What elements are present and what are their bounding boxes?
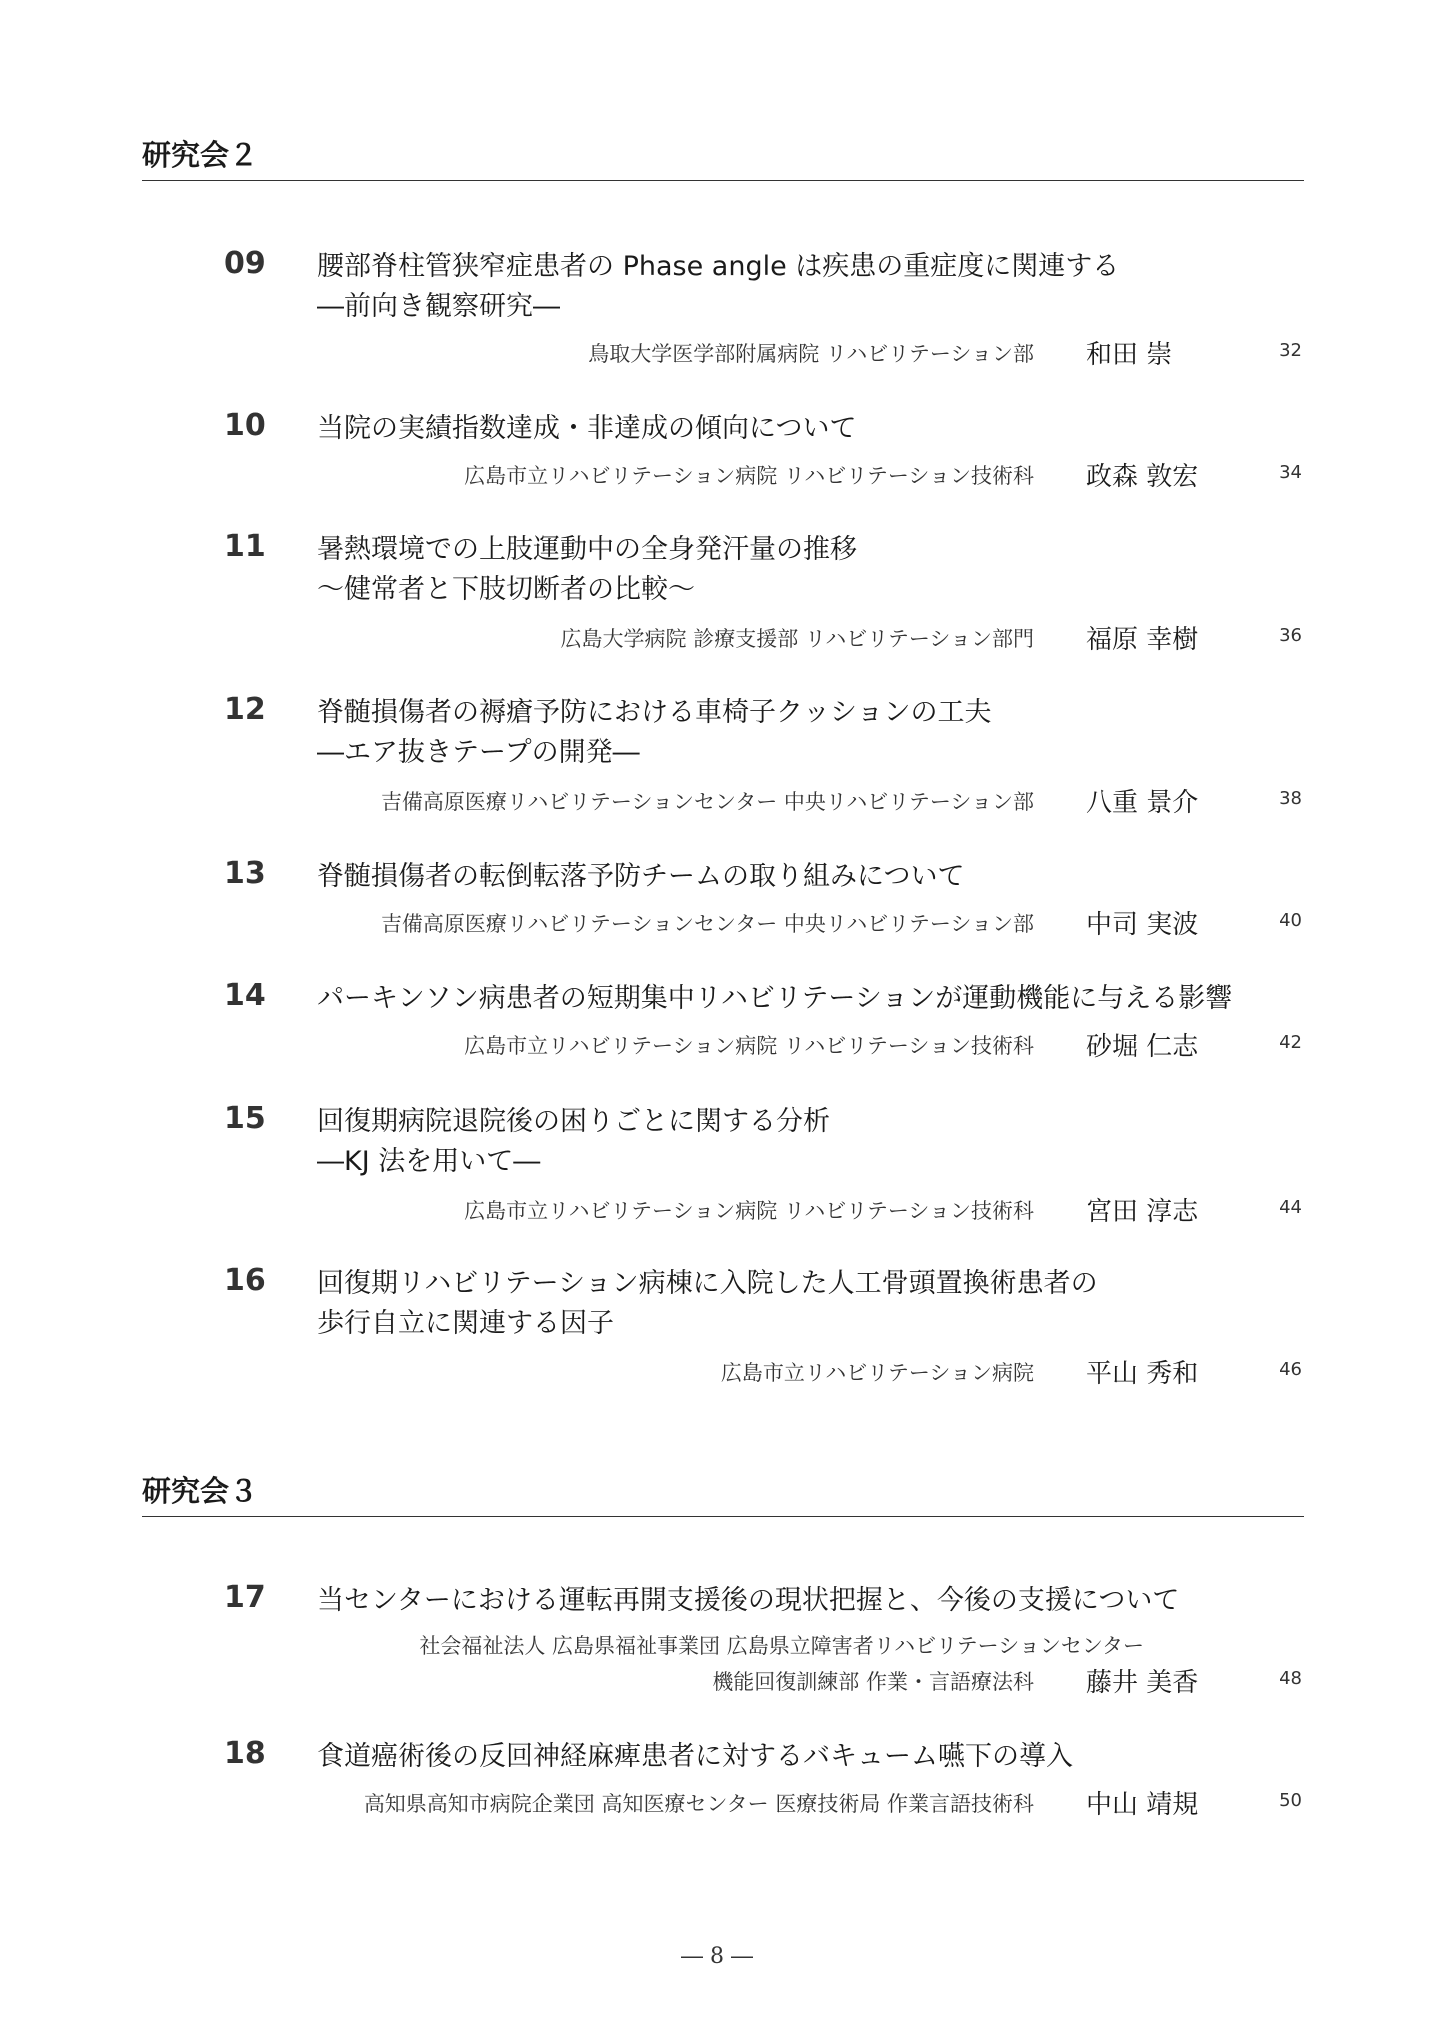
entry-page: 38 [1279, 788, 1302, 809]
entry-author: 藤井 美香 [1086, 1668, 1199, 1698]
entry-page: 48 [1279, 1668, 1302, 1689]
entry-number: 16 [224, 1263, 266, 1298]
entry-title: 食道癌術後の反回神経麻痺患者に対するバキューム嚥下の導入 [317, 1741, 1073, 1772]
entry-number: 10 [224, 408, 266, 443]
entry-author: 砂堀 仁志 [1086, 1032, 1199, 1062]
entry-page: 32 [1279, 340, 1302, 361]
entry-title: 当院の実績指数達成・非達成の傾向について [317, 413, 857, 444]
entry-title: 脊髄損傷者の褥瘡予防における車椅子クッションの工夫 [317, 697, 992, 728]
entry-title: 当センターにおける運転再開支援後の現状把握と、今後の支援について [317, 1585, 1180, 1616]
entry-affiliation: 吉備高原医療リハビリテーションセンター 中央リハビリテーション部 [380, 912, 1034, 936]
entry-author: 福原 幸樹 [1086, 625, 1199, 655]
entry-title: 脊髄損傷者の転倒転落予防チームの取り組みについて [317, 861, 965, 892]
section-title: 研究会３ [142, 1474, 259, 1508]
entry-author: 政森 敦宏 [1086, 462, 1199, 492]
entry-number: 13 [224, 856, 266, 891]
entry-author: 八重 景介 [1086, 788, 1199, 818]
entry-number: 17 [224, 1580, 266, 1615]
entry-page: 40 [1279, 910, 1302, 931]
section-title: 研究会２ [142, 138, 259, 172]
entry-page: 44 [1279, 1197, 1302, 1218]
entry-author: 中山 靖規 [1086, 1790, 1199, 1820]
entry-number: 11 [224, 529, 266, 564]
entry-title: 回復期病院退院後の困りごとに関する分析 [317, 1106, 830, 1137]
entry-author: 中司 実波 [1086, 910, 1199, 940]
entry-affiliation-org: 社会福祉法人 広島県福祉事業団 広島県立障害者リハビリテーションセンター [419, 1634, 1144, 1658]
entry-number: 12 [224, 692, 266, 727]
entry-author: 平山 秀和 [1086, 1359, 1199, 1389]
entry-subtitle: ―エア抜きテープの開発― [317, 737, 640, 768]
entry-subtitle: ―前向き観察研究― [317, 291, 560, 322]
entry-page: 46 [1279, 1359, 1302, 1380]
entry-subtitle: 歩行自立に関連する因子 [317, 1308, 614, 1339]
entry-affiliation: 広島市立リハビリテーション病院 リハビリテーション技術科 [464, 1034, 1034, 1058]
entry-number: 15 [224, 1101, 266, 1136]
entry-affiliation: 広島市立リハビリテーション病院 リハビリテーション技術科 [464, 1199, 1034, 1223]
section-header-2 [142, 132, 1304, 181]
entry-title: パーキンソン病患者の短期集中リハビリテーションが運動機能に与える影響 [317, 983, 1233, 1014]
entry-page: 42 [1279, 1032, 1302, 1053]
entry-affiliation: 広島市立リハビリテーション病院 [720, 1361, 1034, 1385]
entry-page: 50 [1279, 1790, 1302, 1811]
entry-page: 36 [1279, 625, 1302, 646]
entry-affiliation: 吉備高原医療リハビリテーションセンター 中央リハビリテーション部 [380, 790, 1034, 814]
entry-number: 18 [224, 1736, 266, 1771]
entry-number: 14 [224, 978, 266, 1013]
entry-affiliation: 高知県高知市病院企業団 高知医療センター 医療技術局 作業言語技術科 [363, 1792, 1034, 1816]
entry-affiliation: 広島大学病院 診療支援部 リハビリテーション部門 [560, 627, 1034, 651]
entry-title: 回復期リハビリテーション病棟に入院した人工骨頭置換術患者の [317, 1268, 1098, 1299]
entry-number: 09 [224, 246, 266, 281]
entry-subtitle: ―KJ 法を用いて― [317, 1146, 541, 1177]
entry-affiliation: 広島市立リハビリテーション病院 リハビリテーション技術科 [464, 464, 1034, 488]
entry-affiliation: 機能回復訓練部 作業・言語療法科 [712, 1670, 1034, 1694]
entry-affiliation: 鳥取大学医学部附属病院 リハビリテーション部 [588, 342, 1034, 366]
entry-page: 34 [1279, 462, 1302, 483]
entry-title: 腰部脊柱管狭窄症患者の Phase angle は疾患の重症度に関連する [317, 251, 1120, 282]
entry-author: 宮田 淳志 [1086, 1197, 1199, 1227]
entry-title: 暑熱環境での上肢運動中の全身発汗量の推移 [317, 534, 857, 565]
entry-subtitle: ～健常者と下肢切断者の比較～ [317, 574, 695, 605]
entry-author: 和田 崇 [1086, 340, 1173, 370]
page-number: ― 8 ― [681, 1944, 753, 1969]
section-header-3 [142, 1468, 1304, 1517]
